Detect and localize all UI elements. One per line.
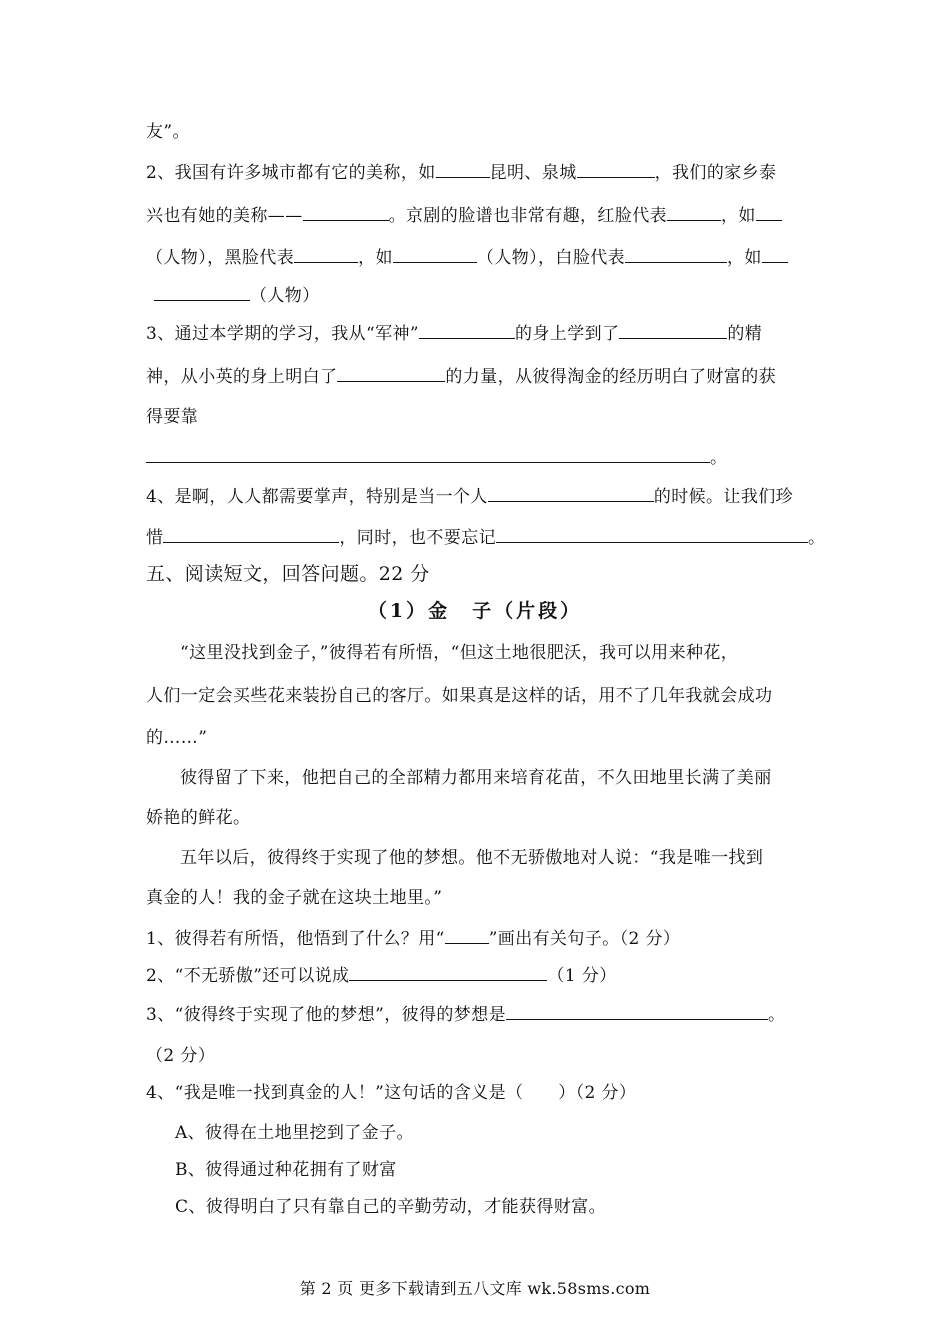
blank[interactable]: [349, 964, 547, 981]
question-3-line-2: 神，从小英的身上明白了 的力量，从彼得淘金的经历明白了财富的获: [146, 367, 777, 387]
page-footer: 第 2 页 更多下载请到五八文库 wk.58sms.com: [299, 1279, 651, 1298]
option-c[interactable]: C、彼得明白了只有靠自己的辛勤劳动，才能获得财富。: [175, 1197, 607, 1217]
paragraph-2-line-2: 娇艳的鲜花。: [146, 808, 251, 828]
blank[interactable]: [762, 246, 788, 263]
blank[interactable]: [756, 204, 782, 221]
blank[interactable]: [154, 284, 250, 301]
question-4-line-2: 惜 ，同时，也不要忘记 。: [146, 528, 826, 548]
blank[interactable]: [146, 446, 710, 463]
question-4-line-1: 4、是啊，人人都需要掌声，特别是当一个人 的时候。让我们珍: [146, 487, 794, 507]
blank[interactable]: [577, 161, 655, 178]
blank[interactable]: [506, 1003, 768, 1020]
paragraph-3-line-1: 五年以后，彼得终于实现了他的梦想。他不无骄傲地对人说：“我是唯一找到: [180, 848, 764, 868]
blank[interactable]: [625, 246, 727, 263]
passage-title: （1）金 子（片段）: [367, 600, 583, 622]
reading-question-3-score: （2 分）: [146, 1046, 216, 1066]
blank[interactable]: [445, 927, 489, 944]
blank[interactable]: [667, 204, 721, 221]
text-line: 友”。: [146, 122, 190, 142]
question-3-line-4: 。: [146, 446, 727, 469]
question-3-line-3: 得要靠: [146, 407, 199, 427]
reading-question-2: 2、“不无骄傲”还可以说成 （1 分）: [146, 966, 617, 986]
blank[interactable]: [436, 161, 490, 178]
blank[interactable]: [303, 204, 389, 221]
blank[interactable]: [294, 246, 358, 263]
paragraph-1-line-1: “这里没找到金子，”彼得若有所悟，“但这土地很肥沃，我可以用来种花，: [180, 643, 739, 663]
question-3-line-1: 3、通过本学期的学习，我从“军神” 的身上学到了 的精: [146, 324, 763, 344]
option-b[interactable]: B、彼得通过种花拥有了财富: [175, 1160, 397, 1180]
blank[interactable]: [488, 485, 654, 502]
paragraph-2-line-1: 彼得留了下来，他把自己的全部精力都用来培育花苗，不久田地里长满了美丽: [180, 768, 772, 788]
question-2-line-1: 2、我国有许多城市都有它的美称，如 昆明、泉城 ，我们的家乡泰: [146, 163, 777, 183]
reading-question-1: 1、彼得若有所悟，他悟到了什么？用“ ”画出有关句子。（2 分）: [146, 929, 681, 949]
option-a[interactable]: A、彼得在土地里挖到了金子。: [175, 1123, 414, 1143]
paragraph-1-line-2: 人们一定会买些花来装扮自己的客厅。如果真是这样的话，用不了几年我就会成功: [146, 686, 773, 706]
paragraph-3-line-2: 真金的人！我的金子就在这块土地里。”: [146, 888, 443, 908]
reading-question-4: 4、“我是唯一找到真金的人！”这句话的含义是（ ）（2 分）: [146, 1083, 637, 1103]
blank[interactable]: [619, 322, 727, 339]
question-2-line-2: 兴也有她的美称—— 。京剧的脸谱也非常有趣，红脸代表 ，如: [146, 204, 782, 227]
reading-question-3: 3、“彼得终于实现了他的梦想”，彼得的梦想是 。: [146, 1005, 786, 1025]
question-2-line-4: （人物）: [154, 284, 320, 307]
blank[interactable]: [163, 526, 339, 543]
section-5-heading: 五、阅读短文，回答问题。22 分: [146, 563, 430, 585]
blank[interactable]: [393, 246, 477, 263]
question-2-line-3: （人物），黑脸代表 ，如 （人物），白脸代表 ，如: [146, 246, 788, 269]
blank[interactable]: [419, 322, 515, 339]
blank[interactable]: [496, 526, 808, 543]
blank[interactable]: [337, 365, 445, 382]
paragraph-1-line-3: 的……”: [146, 728, 208, 748]
